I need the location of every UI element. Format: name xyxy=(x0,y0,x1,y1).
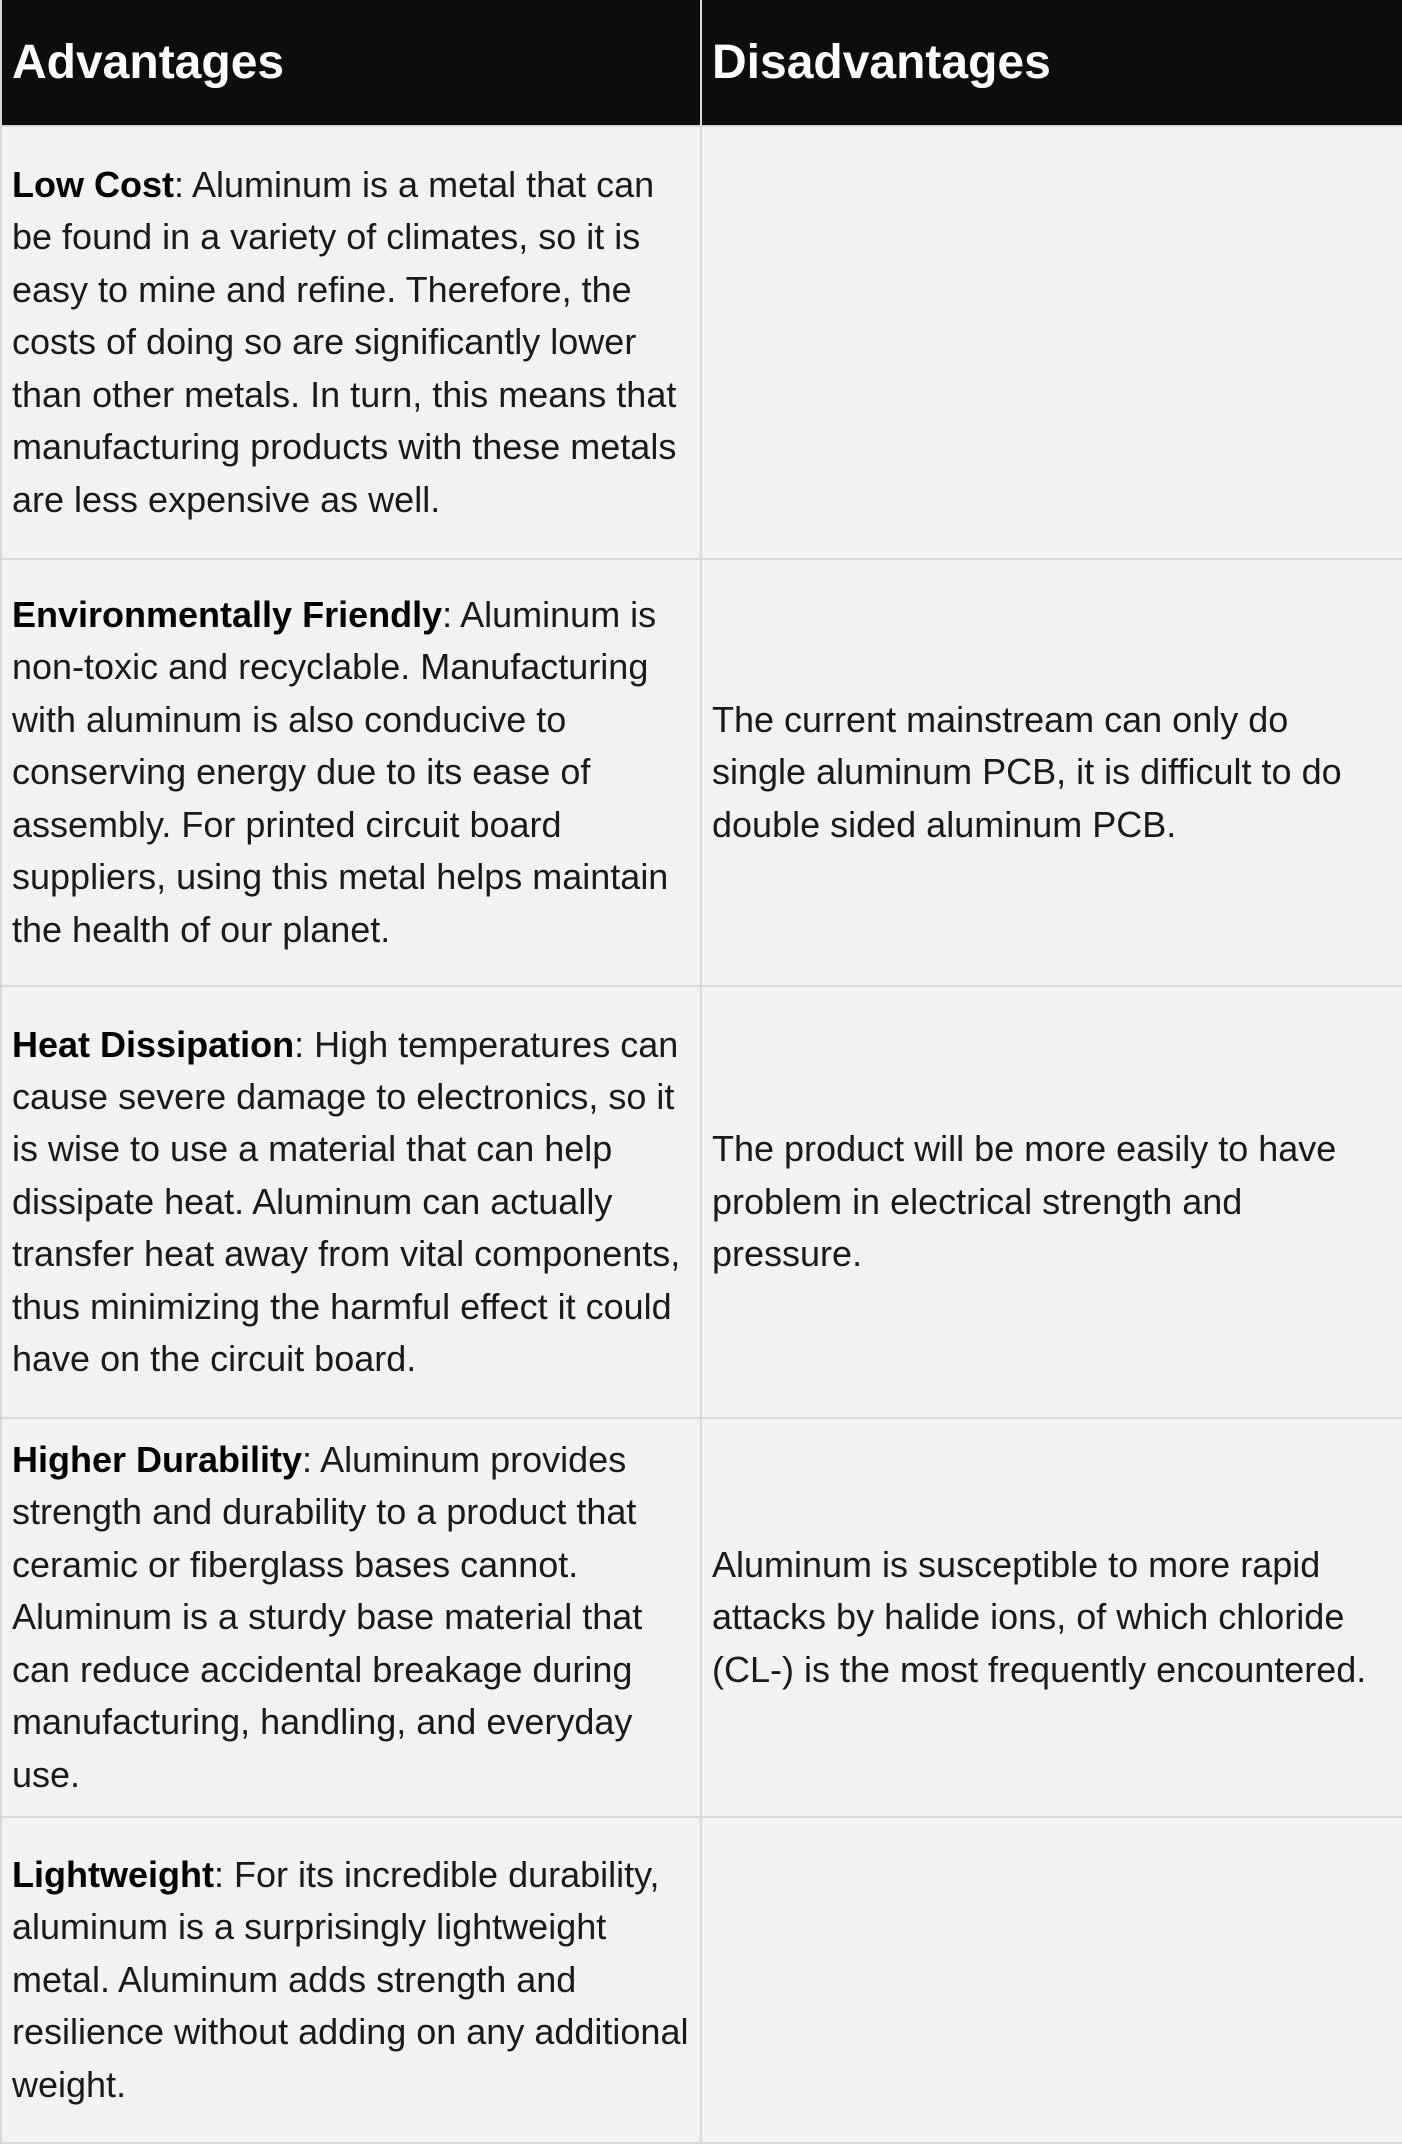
advantage-term: Heat Dissipation xyxy=(12,1023,295,1065)
disadvantage-cell xyxy=(701,126,1402,559)
table-row xyxy=(1,126,1402,559)
advantage-cell xyxy=(1,126,701,559)
header-row xyxy=(1,0,1402,126)
advantage-text: : For its incredible durability, aluminum is a surprisingly lightweight metal. Aluminum adds strength and resilience without adding on any additional weight. xyxy=(12,1853,689,2105)
disadvantage-cell: Aluminum is susceptible to more rapid attacks by halide ions, of which chloride (CL-) is the most frequently encountered. xyxy=(701,1418,1402,1817)
advantage-term: Lightweight xyxy=(12,1853,214,1895)
advantage-text: : Aluminum is non-toxic and recyclable. Manufacturing with aluminum is also conducive to conserving energy due to its ease of assembly. For printed circuit board suppliers, using this metal helps maintain the health of our planet. xyxy=(12,594,669,950)
table-row xyxy=(1,1418,1402,1817)
table-body xyxy=(1,126,1402,2143)
advantage-text: : Aluminum provides strength and durability to a product that ceramic or fiberglass bases cannot. Aluminum is a sturdy base material that can reduce accidental breakage during manufacturing, handling, and everyday use. xyxy=(12,1439,643,1795)
advantage-cell xyxy=(1,986,701,1418)
advantage-term: Environmentally Friendly xyxy=(12,594,443,636)
advantage-cell xyxy=(1,559,701,986)
disadvantages-header: Disadvantages xyxy=(701,0,1402,126)
disadvantage-cell: The product will be more easily to have problem in electrical strength and pressure. xyxy=(701,986,1402,1418)
advantage-term: Low Cost xyxy=(12,164,174,206)
advantage-cell xyxy=(1,1418,701,1817)
table-row xyxy=(1,559,1402,986)
advantages-header: Advantages xyxy=(1,0,701,126)
disadvantage-cell: The current mainstream can only do single aluminum PCB, it is difficult to do double sided aluminum PCB. xyxy=(701,559,1402,986)
advantage-text: : High temperatures can cause severe damage to electronics, so it is wise to use a material that can help dissipate heat. Aluminum can actually transfer heat away from vital components, thus minimizing the harmful effect it could have on the circuit board. xyxy=(12,1023,681,1380)
table-row xyxy=(1,1817,1402,2143)
table-header xyxy=(1,0,1402,126)
advantage-term: Higher Durability xyxy=(12,1439,303,1481)
disadvantage-cell xyxy=(701,1817,1402,2143)
advantage-text: : Aluminum is a metal that can be found in a variety of climates, so it is easy to mine and refine. Therefore, the costs of doing so are significantly lower than other metals. In turn, this means that manufacturing products with these metals are less expensive as well. xyxy=(12,164,677,520)
table-row xyxy=(1,986,1402,1418)
advantage-cell xyxy=(1,1817,701,2143)
